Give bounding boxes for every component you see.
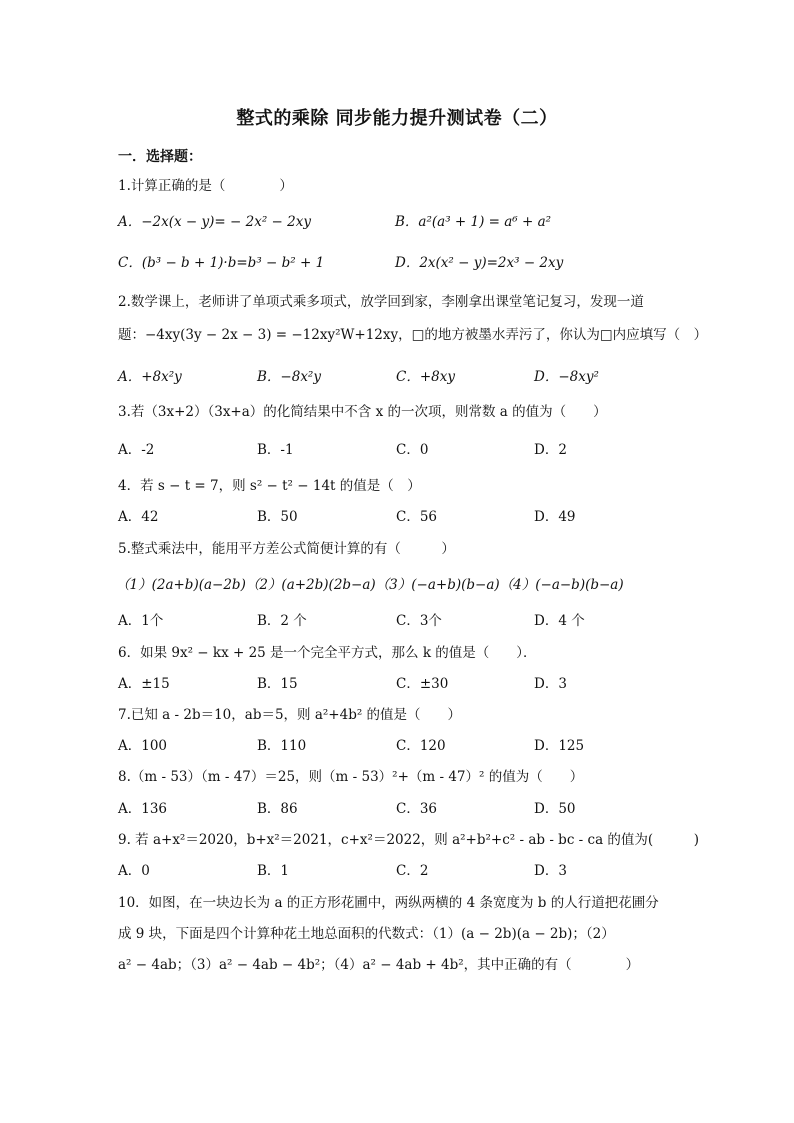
q7-option-c: C．120 xyxy=(396,738,446,754)
q6-stem: 6．如果 9x² − kx + 25 是一个完全平方式，那么 k 的值是（ ）． xyxy=(118,645,537,661)
section-heading: 一．选择题： xyxy=(118,149,202,165)
q2-option-b: B．−8x²y xyxy=(257,369,321,385)
q4-option-a: A．42 xyxy=(118,509,159,525)
q6-option-a: A．±15 xyxy=(118,676,170,692)
q9-option-d: D．3 xyxy=(534,863,567,879)
q8-stem: 8.（m - 53）（m - 47）＝25，则（m - 53）²+（m - 47）² 的值为（ ） xyxy=(118,769,584,785)
q4-option-b: B．50 xyxy=(257,509,298,525)
q6-option-b: B．15 xyxy=(257,676,298,692)
q1-option-c: C．(b³ − b + 1)·b=b³ − b² + 1 xyxy=(118,255,325,271)
q7-option-d: D．125 xyxy=(534,738,585,754)
q5-option-d: D．4 个 xyxy=(534,613,585,629)
q8-option-c: C．36 xyxy=(396,801,438,817)
q6-option-d: D．3 xyxy=(534,676,567,692)
q10-stem-line1: 10．如图，在一块边长为 a 的正方形花圃中，两纵两横的 4 条宽度为 b 的人行道把花圃分 xyxy=(118,895,659,911)
q5-option-a: A．1个 xyxy=(118,613,164,629)
q2-option-a: A．+8x²y xyxy=(118,369,182,385)
q8-option-b: B．86 xyxy=(257,801,298,817)
q2-stem-line2: 题：−4xy(3y − 2x − 3) = −12xy²W+12xy，□的地方被墨水弄污了，你认为□内应填写（ ） xyxy=(118,327,708,343)
q2-stem-line1: 2.数学课上，老师讲了单项式乘多项式，放学回到家，李刚拿出课堂笔记复习，发现一道 xyxy=(118,294,644,310)
q8-option-d: D．50 xyxy=(534,801,576,817)
q1-option-b: B．a²(a³ + 1) = a⁶ + a² xyxy=(395,214,552,230)
q2-option-d: D．−8xy² xyxy=(534,369,599,385)
q9-option-a: A．0 xyxy=(118,863,150,879)
q1-stem: 1.计算正确的是（ ） xyxy=(118,178,293,194)
q1-option-d: D．2x(x² − y)=2x³ − 2xy xyxy=(395,255,564,271)
q3-option-b: B．-1 xyxy=(257,442,294,458)
document-title: 整式的乘除 同步能力提升测试卷（二） xyxy=(236,108,558,129)
q3-option-c: C．0 xyxy=(396,442,429,458)
q3-option-d: D．2 xyxy=(534,442,567,458)
q7-option-b: B．110 xyxy=(257,738,307,754)
q5-items: （1）(2a+b)(a−2b)（2）(a+2b)(2b−a)（3）(−a+b)(b−a)（4）(−a−b)(b−a) xyxy=(116,577,624,593)
q8-option-a: A．136 xyxy=(118,801,168,817)
q1-option-a: A．−2x(x − y)= − 2x² − 2xy xyxy=(118,214,311,230)
q7-stem: 7.已知 a - 2b＝10，ab＝5，则 a²+4b² 的值是（ ） xyxy=(118,707,462,723)
q9-option-c: C．2 xyxy=(396,863,429,879)
q9-stem: 9. 若 a+x²＝2020，b+x²＝2021，c+x²＝2022，则 a²+b²+c² - ab - bc - ca 的值为( ) xyxy=(118,832,699,848)
q7-option-a: A．100 xyxy=(118,738,168,754)
q9-option-b: B．1 xyxy=(257,863,290,879)
q3-stem: 3.若（3x+2）（3x+a）的化简结果中不含 x 的一次项，则常数 a 的值为（ ） xyxy=(118,404,607,420)
q4-stem: 4．若 s − t = 7，则 s² − t² − 14t 的值是（ ） xyxy=(118,478,421,494)
q10-stem-line3: a² − 4ab；（3）a² − 4ab − 4b²；（4）a² − 4ab + 4b²，其中正确的有（ ） xyxy=(118,957,640,973)
q6-option-c: C．±30 xyxy=(396,676,449,692)
q4-option-c: C．56 xyxy=(396,509,438,525)
q10-stem-line2: 成 9 块，下面是四个计算种花土地总面积的代数式：（1）(a − 2b)(a − 2b)；（2） xyxy=(118,926,615,942)
q3-option-a: A．-2 xyxy=(118,442,155,458)
q5-stem: 5.整式乘法中，能用平方差公式简便计算的有（ ） xyxy=(118,541,455,557)
q4-option-d: D．49 xyxy=(534,509,576,525)
q5-option-b: B．2 个 xyxy=(257,613,307,629)
q5-option-c: C．3个 xyxy=(396,613,442,629)
q2-option-c: C．+8xy xyxy=(396,369,455,385)
